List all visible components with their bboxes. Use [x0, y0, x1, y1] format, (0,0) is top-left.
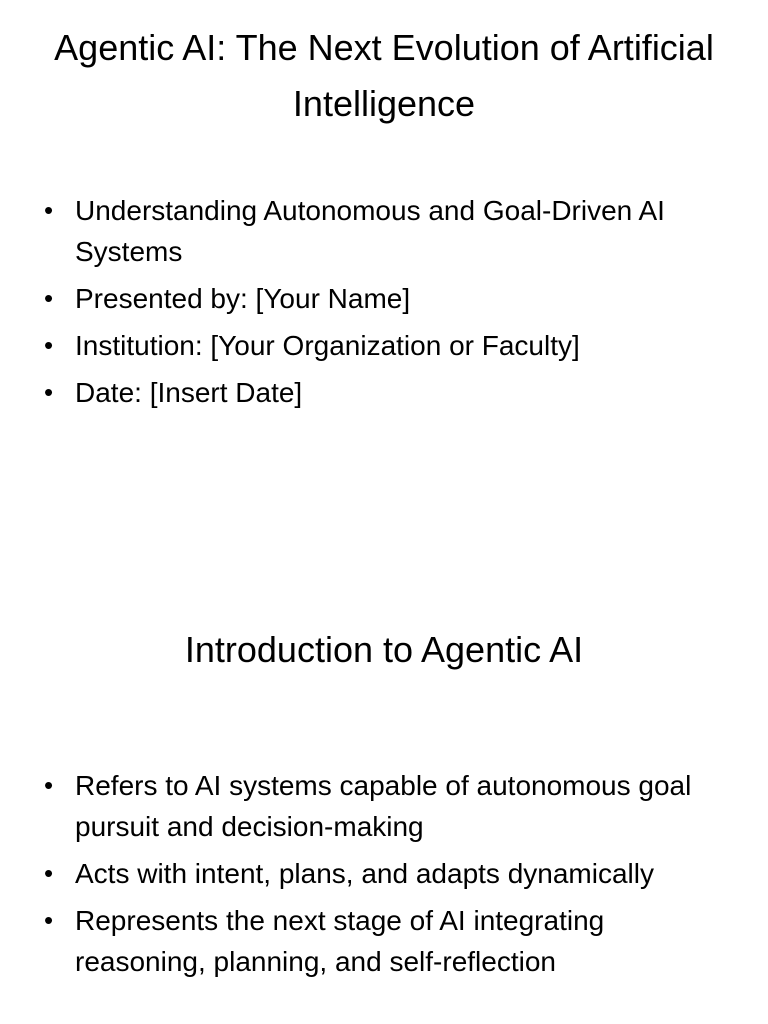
bullet-text: Represents the next stage of AI integrating reasoning, planning, and self-reflection — [75, 905, 605, 977]
bullet-text: Date: [Insert Date] — [75, 377, 303, 408]
bullet-text: Understanding Autonomous and Goal-Driven AI Systems — [75, 195, 665, 267]
bullet-item — [44, 853, 724, 894]
bullet-item — [44, 900, 724, 982]
bullet-item — [44, 190, 724, 272]
bullet-icon: • — [44, 905, 54, 935]
bullet-text: Presented by: [Your Name] — [75, 283, 411, 314]
bullet-item — [44, 765, 724, 847]
slide-introduction — [0, 512, 768, 1024]
bullet-text: Refers to AI systems capable of autonomous goal pursuit and decision-making — [75, 770, 692, 842]
bullet-text: Acts with intent, plans, and adapts dynamically — [75, 858, 654, 889]
bullet-icon: • — [44, 330, 54, 360]
bullet-icon: • — [44, 283, 54, 313]
bullet-list — [44, 190, 724, 419]
bullet-item — [44, 278, 724, 319]
bullet-icon: • — [44, 195, 54, 225]
bullet-icon: • — [44, 770, 54, 800]
bullet-icon: • — [44, 377, 54, 407]
bullet-list — [44, 765, 724, 988]
bullet-item — [44, 372, 724, 413]
bullet-icon: • — [44, 858, 54, 888]
bullet-item — [44, 325, 724, 366]
slide-title: Introduction to Agentic AI — [184, 629, 584, 670]
slide-title: Agentic AI: The Next Evolution of Artificial Intelligence — [54, 27, 714, 124]
bullet-text: Institution: [Your Organization or Faculty] — [75, 330, 580, 361]
